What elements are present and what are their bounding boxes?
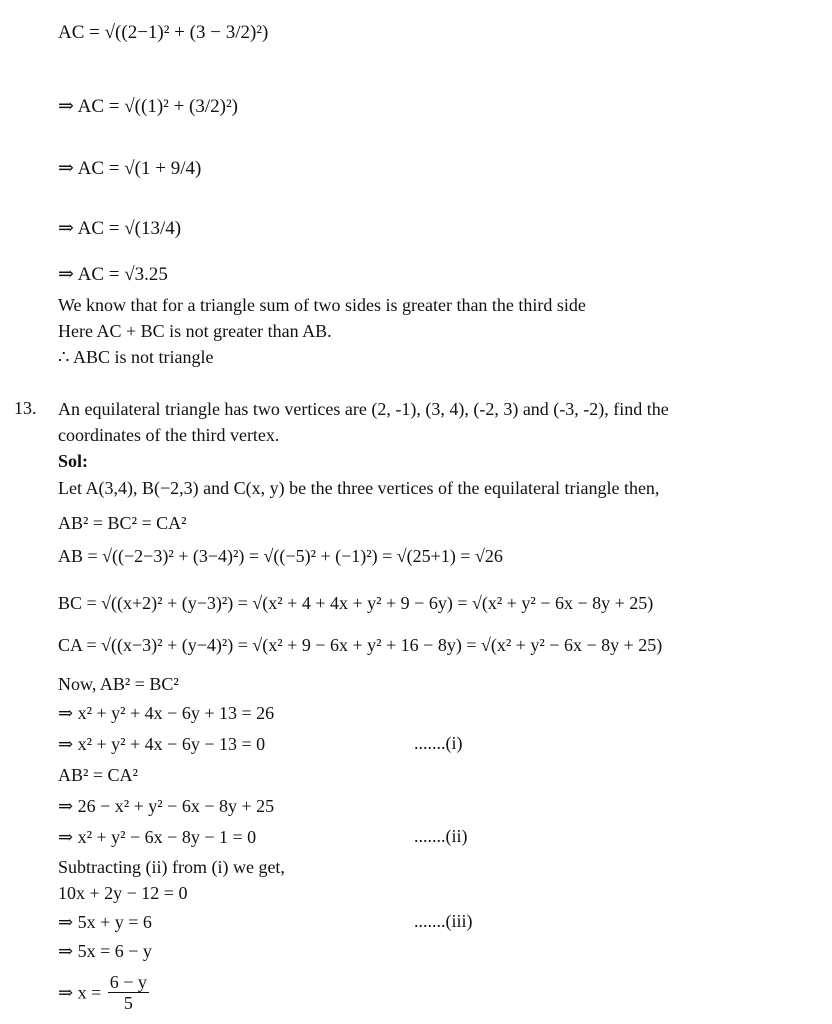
ac-line-3: ⇒ AC = √(1 + 9/4) — [58, 158, 202, 179]
note-line-2: Here AC + BC is not greater than AB. — [58, 321, 332, 341]
question-number: 13. — [14, 398, 37, 418]
step-2: ⇒ x² + y² + 4x − 6y − 13 = 0 — [58, 734, 266, 754]
ac-line-2: ⇒ AC = √((1)² + (3/2)²) — [58, 96, 239, 117]
step-9-lhs: ⇒ x = — [58, 982, 102, 1003]
step-9-denominator: 5 — [123, 993, 133, 1013]
ac-line-5: ⇒ AC = √3.25 — [58, 264, 168, 285]
eq-tag-iii: .......(iii) — [414, 911, 473, 931]
eq-sides: AB² = BC² = CA² — [58, 513, 187, 533]
step-6: 10x + 2y − 12 = 0 — [58, 883, 188, 903]
ac-line-1: AC = √((2−1)² + (3 − 3/2)²) — [58, 22, 269, 43]
note-line-1: We know that for a triangle sum of two sides is greater than the third side — [58, 295, 586, 315]
ab-calc: AB = √((−2−3)² + (3−4)²) = √((−5)² + (−1)²) = √(25+1) = √26 — [58, 546, 503, 566]
sol-label: Sol: — [58, 451, 89, 471]
step-8: ⇒ 5x = 6 − y — [58, 941, 152, 961]
step-9 — [58, 972, 151, 1013]
note-line-3: ∴ ABC is not triangle — [58, 347, 214, 367]
bc-calc: BC = √((x+2)² + (y−3)²) = √(x² + 4 + 4x + y² + 9 − 6y) = √(x² + y² − 6x − 8y + 25) — [58, 593, 654, 613]
ac-line-4: ⇒ AC = √(13/4) — [58, 218, 182, 239]
question-text-2: coordinates of the third vertex. — [58, 425, 280, 445]
question-text-1: An equilateral triangle has two vertices are (2, -1), (3, 4), (-2, 3) and (-3, -2), find the — [58, 399, 669, 419]
ca-calc: CA = √((x−3)² + (y−4)²) = √(x² + 9 − 6x + y² + 16 − 8y) = √(x² + y² − 6x − 8y + 25) — [58, 635, 663, 655]
step-5: ⇒ x² + y² − 6x − 8y − 1 = 0 — [58, 827, 257, 847]
step-4: ⇒ 26 − x² + y² − 6x − 8y + 25 — [58, 796, 275, 816]
step-9-numerator: 6 − y — [109, 972, 147, 992]
eq-tag-ii: .......(ii) — [414, 826, 468, 846]
now-line: Now, AB² = BC² — [58, 674, 179, 694]
step-7: ⇒ 5x + y = 6 — [58, 912, 152, 932]
let-line: Let A(3,4), B(−2,3) and C(x, y) be the three vertices of the equilateral triangle then, — [58, 478, 660, 498]
step-1: ⇒ x² + y² + 4x − 6y + 13 = 26 — [58, 703, 275, 723]
step-3: AB² = CA² — [58, 765, 138, 785]
subtract-line: Subtracting (ii) from (i) we get, — [58, 857, 285, 877]
step-9-fraction — [108, 972, 149, 1013]
eq-tag-i: .......(i) — [414, 733, 463, 753]
